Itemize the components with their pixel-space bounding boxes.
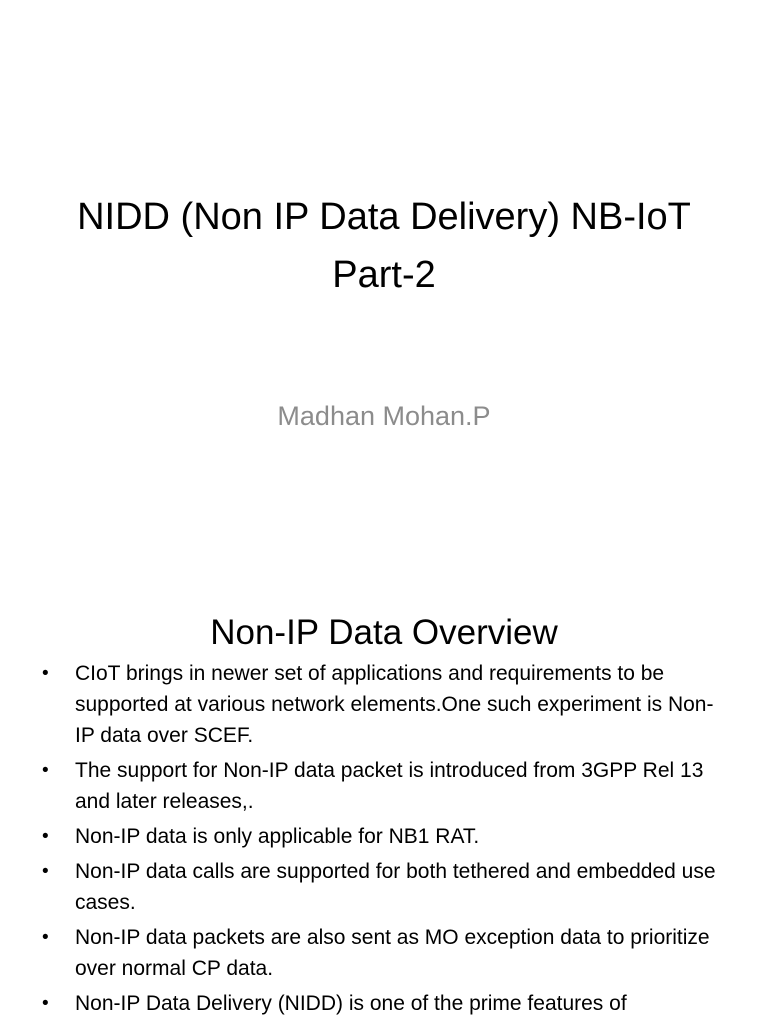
list-item [36, 922, 724, 984]
bullet-text: Non-IP Data Delivery (NIDD) is one of the prime features of [75, 992, 627, 1015]
bullet-text: The support for Non-IP data packet is introduced from 3GPP Rel 13 and later releases,. [75, 759, 704, 813]
list-item [36, 988, 724, 1019]
bullet-icon: • [42, 993, 49, 1014]
bullet-text: CIoT brings in newer set of applications and requirements to be supported at various network elements.One such experiment is Non-IP data over SCEF. [75, 662, 714, 747]
bullet-text: Non-IP data packets are also sent as MO exception data to prioritize over normal CP data. [75, 926, 710, 980]
bullet-text: Non-IP data calls are supported for both tethered and embedded use cases. [75, 860, 716, 914]
bullet-list [36, 658, 724, 1023]
bullet-icon: • [42, 760, 49, 781]
bullet-text: Non-IP data is only applicable for NB1 RAT. [75, 825, 480, 848]
list-item [36, 755, 724, 817]
slide-title: Non-IP Data Overview [210, 613, 558, 652]
bullet-icon: • [42, 927, 49, 948]
overview-slide [0, 576, 768, 1024]
bullet-icon: • [42, 826, 49, 847]
list-item [36, 821, 724, 852]
presentation-title: NIDD (Non IP Data Delivery) NB-IoT Part-2 [77, 196, 691, 296]
bullet-icon: • [42, 861, 49, 882]
bullet-icon: • [42, 663, 49, 684]
list-item [36, 658, 724, 751]
list-item [36, 856, 724, 918]
author-name: Madhan Mohan.P [277, 401, 491, 431]
